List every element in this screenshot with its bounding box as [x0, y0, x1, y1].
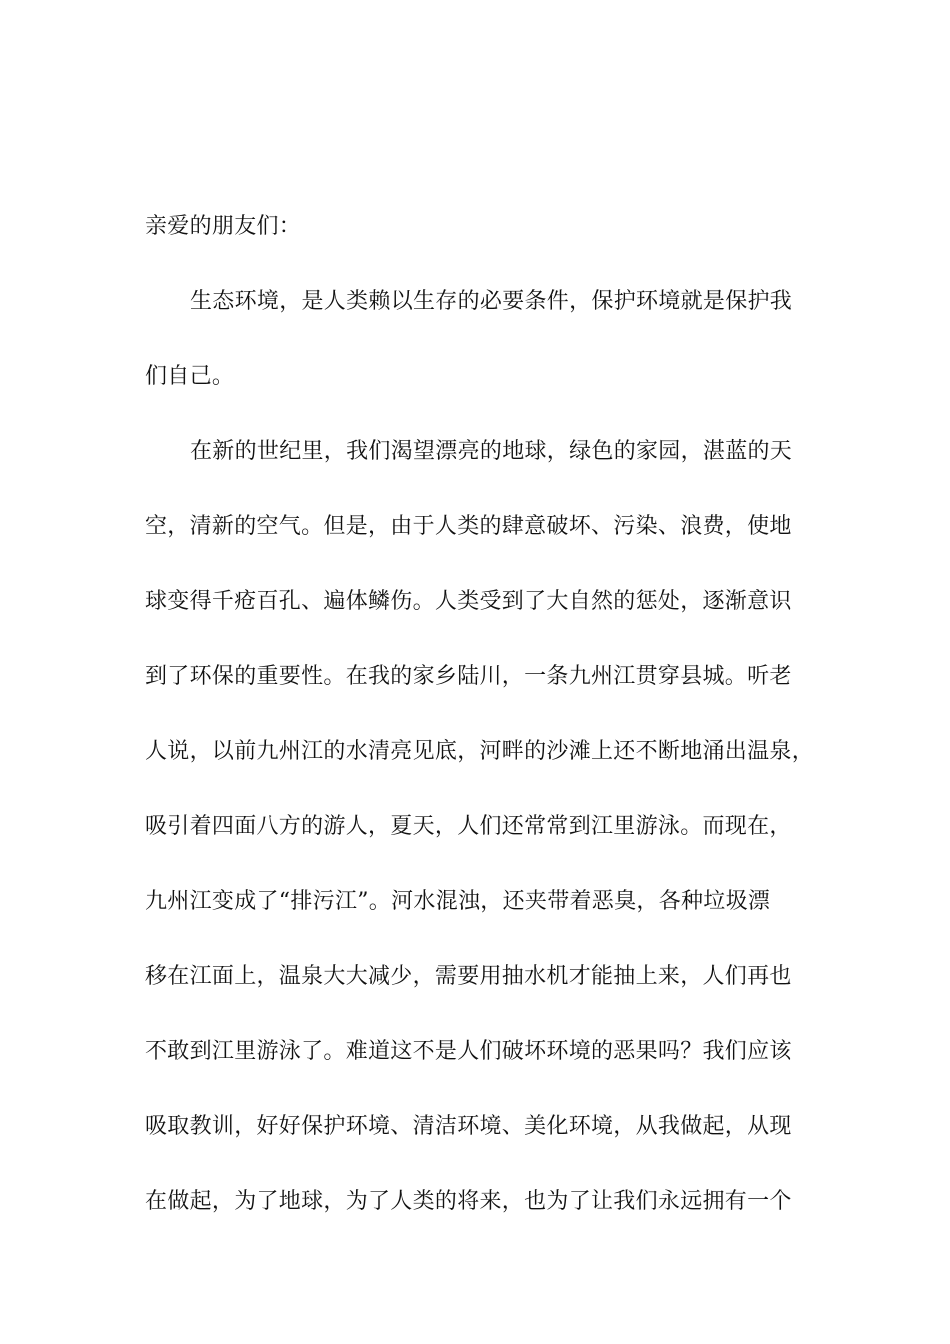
paragraph-2-line-4: 到了环保的重要性。在我的家乡陆川，一条九州江贯穿县城。听老: [145, 664, 792, 689]
paragraph-2-line-3: 球变得千疮百孔、遍体鳞伤。人类受到了大自然的惩处，逐渐意识: [145, 589, 792, 614]
paragraph-2-line-7: 九州江变成了“排污江”。河水混浊，还夹带着恶臭，各种垃圾漂: [145, 889, 771, 914]
paragraph-2-line-8: 移在江面上，温泉大大减少，需要用抽水机才能抽上来，人们再也: [145, 964, 792, 989]
paragraph-2-line-11: 在做起，为了地球，为了人类的将来，也为了让我们永远拥有一个: [145, 1189, 792, 1214]
paragraph-2-line-1: 在新的世纪里，我们渴望漂亮的地球，绿色的家园，湛蓝的天: [190, 439, 793, 464]
greeting-line: 亲爱的朋友们：: [145, 214, 302, 239]
paragraph-2-line-6: 吸引着四面八方的游人，夏天，人们还常常到江里游泳。而现在，: [145, 814, 792, 839]
paragraph-1-line-1: 生态环境，是人类赖以生存的必要条件，保护环境就是保护我: [190, 289, 793, 314]
paragraph-2-line-5: 人说，以前九州江的水清亮见底，河畔的沙滩上还不断地涌出温泉，: [145, 739, 815, 764]
paragraph-2-line-10: 吸取教训，好好保护环境、清洁环境、美化环境，从我做起，从现: [145, 1114, 792, 1139]
paragraph-1-line-2: 们自己。: [145, 364, 235, 389]
paragraph-2-line-9: 不敢到江里游泳了。难道这不是人们破坏环境的恶果吗？我们应该: [145, 1039, 792, 1064]
paragraph-2-line-2: 空，清新的空气。但是，由于人类的肆意破坏、污染、浪费，使地: [145, 514, 792, 539]
